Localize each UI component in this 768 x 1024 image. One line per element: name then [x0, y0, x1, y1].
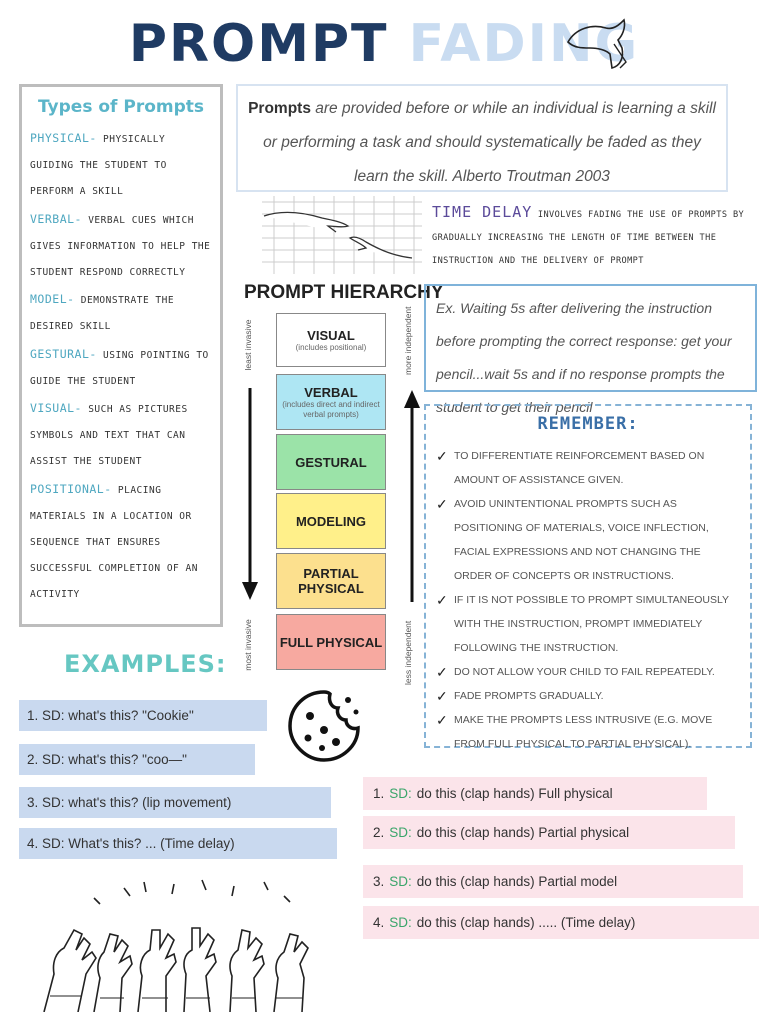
example-sd: SD: [389, 874, 412, 889]
example-text: do this (clap hands) Full physical [416, 786, 613, 801]
type-term: GESTURAL- [30, 346, 97, 361]
example-sd: SD: [389, 786, 412, 801]
definition-box [236, 84, 728, 192]
type-desc: PHYSICALLY GUIDING THE STUDENT TO PERFORM A SKILL [30, 134, 167, 198]
example-sd: SD: [389, 915, 412, 930]
title-word-prompt: PROMPT [128, 14, 389, 74]
remember-text: DO NOT ALLOW YOUR CHILD TO FAIL REPEATEDLY. [454, 666, 715, 678]
hierarchy-level-visual [276, 313, 386, 367]
check-icon: ✓ [436, 496, 448, 512]
level-name: GESTURAL [295, 454, 367, 470]
time-delay-desc: INVOLVES FADING THE USE OF PROMPTS BY GRADUALLY INCREASING THE LENGTH OF TIME BETWEEN THE INSTRUCTION AND THE DELIVERY OF PROMPT [432, 210, 745, 266]
time-delay-text [432, 201, 750, 273]
type-desc: USING POINTING TO GUIDE THE STUDENT [30, 349, 209, 387]
hierarchy-level-gestural [276, 434, 386, 490]
example-verbal-2: 2. SD: what's this? "coo—" [19, 744, 255, 775]
types-heading: Types of Prompts [37, 97, 205, 117]
types-of-prompts-panel [19, 84, 223, 627]
type-desc: PLACING MATERIALS IN A LOCATION OR SEQUENCE THAT ENSURES SUCCESSFUL COMPLETION OF AN ACTIVITY [30, 484, 198, 601]
type-desc: SUCH AS PICTURES SYMBOLS AND TEXT THAT CAN ASSIST THE STUDENT [30, 404, 188, 468]
check-icon: ✓ [436, 688, 448, 704]
level-name: PARTIAL PHYSICAL [298, 566, 364, 596]
reaching-hands-icon [262, 196, 422, 274]
example-text: do this (clap hands) Partial physical [416, 825, 630, 840]
level-name: FULL PHYSICAL [279, 634, 383, 650]
type-verbal [30, 206, 212, 287]
level-name: VISUAL [307, 327, 355, 343]
type-desc: DEMONSTRATE THE DESIRED SKILL [30, 295, 175, 333]
more-independent-label: more independent [403, 306, 413, 375]
time-delay-term: TIME DELAY [432, 203, 533, 221]
type-term: POSITIONAL- [30, 481, 112, 496]
example-verbal-4: 4. SD: What's this? ... (Time delay) [19, 828, 337, 859]
example-physical-4 [363, 906, 759, 939]
hierarchy-level-verbal [276, 374, 386, 430]
least-invasive-label: least invasive [243, 319, 253, 371]
arrow-up-icon [402, 388, 422, 602]
remember-text: FADE PROMPTS GRADUALLY. [454, 690, 604, 702]
clapping-hands-icon [34, 878, 318, 1012]
page-title [0, 14, 768, 74]
level-name: VERBAL [304, 384, 358, 400]
remember-item [436, 660, 740, 684]
example-text: do this (clap hands) ..... (Time delay) [416, 915, 636, 930]
type-gestural [30, 341, 212, 395]
remember-item [436, 708, 740, 756]
remember-item [436, 492, 740, 588]
hierarchy-title: PROMPT HIERARCHY [244, 282, 444, 303]
type-positional [30, 476, 212, 609]
example-num: 3. [373, 874, 385, 889]
remember-panel [424, 404, 752, 748]
example-verbal-1: 1. SD: what's this? "Cookie" [19, 700, 267, 731]
remember-text: TO DIFFERENTIATE REINFORCEMENT BASED ON AMOUNT OF ASSISTANCE GIVEN. [454, 450, 705, 486]
type-term: VISUAL- [30, 401, 82, 416]
check-icon: ✓ [436, 712, 448, 728]
check-icon: ✓ [436, 592, 448, 608]
definition-term: Prompts [248, 100, 311, 117]
most-invasive-label: most invasive [243, 619, 253, 671]
remember-text: MAKE THE PROMPTS LESS INTRUSIVE (E.G. MOVE FROM FULL PHYSICAL TO PARTIAL PHYSICAL). [454, 714, 713, 750]
example-sd: SD: [389, 825, 412, 840]
hierarchy-level-partial-physical [276, 553, 386, 609]
example-physical-3 [363, 865, 743, 898]
type-desc: VERBAL CUES WHICH GIVES INFORMATION TO HELP THE STUDENT RESPOND CORRECTLY [30, 214, 211, 279]
example-num: 2. [373, 825, 385, 840]
remember-heading: REMEMBER: [537, 414, 639, 434]
remember-text: AVOID UNINTENTIONAL PROMPTS SUCH AS POSITIONING OF MATERIALS, VOICE INFLECTION, FACIAL EXPRESSIONS AND NOT CHANGING THE ORDER OF CONCEPTS OR INSTRUCTIONS. [454, 498, 709, 582]
title-word-fading: FADING [408, 14, 640, 74]
type-visual [30, 395, 212, 476]
level-name: MODELING [295, 513, 367, 529]
check-icon: ✓ [436, 448, 448, 464]
hierarchy-level-full-physical [276, 614, 386, 670]
type-physical [30, 125, 212, 206]
check-icon: ✓ [436, 664, 448, 680]
time-delay-example-box: Ex. Waiting 5s after delivering the instruction before prompting the correct response: get your pencil...wait 5s and if no response prompts the student to get their pencil [424, 284, 757, 392]
remember-text: IF IT IS NOT POSSIBLE TO PROMPT SIMULTANEOUSLY WITH THE INSTRUCTION, PROMPT IMMEDIATELY FOLLOWING THE INSTRUCTION. [454, 594, 729, 654]
type-model [30, 286, 212, 340]
type-term: MODEL- [30, 292, 75, 307]
cookie-icon [286, 688, 362, 764]
waving-hand-icon [562, 14, 632, 72]
example-verbal-3: 3. SD: what's this? (lip movement) [19, 787, 331, 818]
hierarchy-level-modeling [276, 493, 386, 549]
remember-item [436, 444, 740, 492]
definition-text: are provided before or while an individual is learning a skill or performing a task and should systematically be faded as they learn the skill. Alberto Troutman 2003 [263, 100, 716, 185]
type-term: PHYSICAL- [30, 131, 97, 145]
examples-heading: EXAMPLES: [64, 650, 227, 678]
type-term: VERBAL- [30, 211, 82, 226]
example-num: 1. [373, 786, 385, 801]
less-independent-label: less independent [403, 620, 413, 685]
example-text: do this (clap hands) Partial model [416, 874, 618, 889]
example-num: 4. [373, 915, 385, 930]
example-physical-1 [363, 777, 707, 810]
remember-item [436, 588, 740, 660]
level-sub: (includes direct and indirect verbal prompts) [282, 399, 380, 419]
arrow-down-icon [240, 388, 260, 602]
remember-item [436, 684, 740, 708]
level-sub: (includes positional) [295, 342, 367, 352]
example-physical-2 [363, 816, 735, 849]
